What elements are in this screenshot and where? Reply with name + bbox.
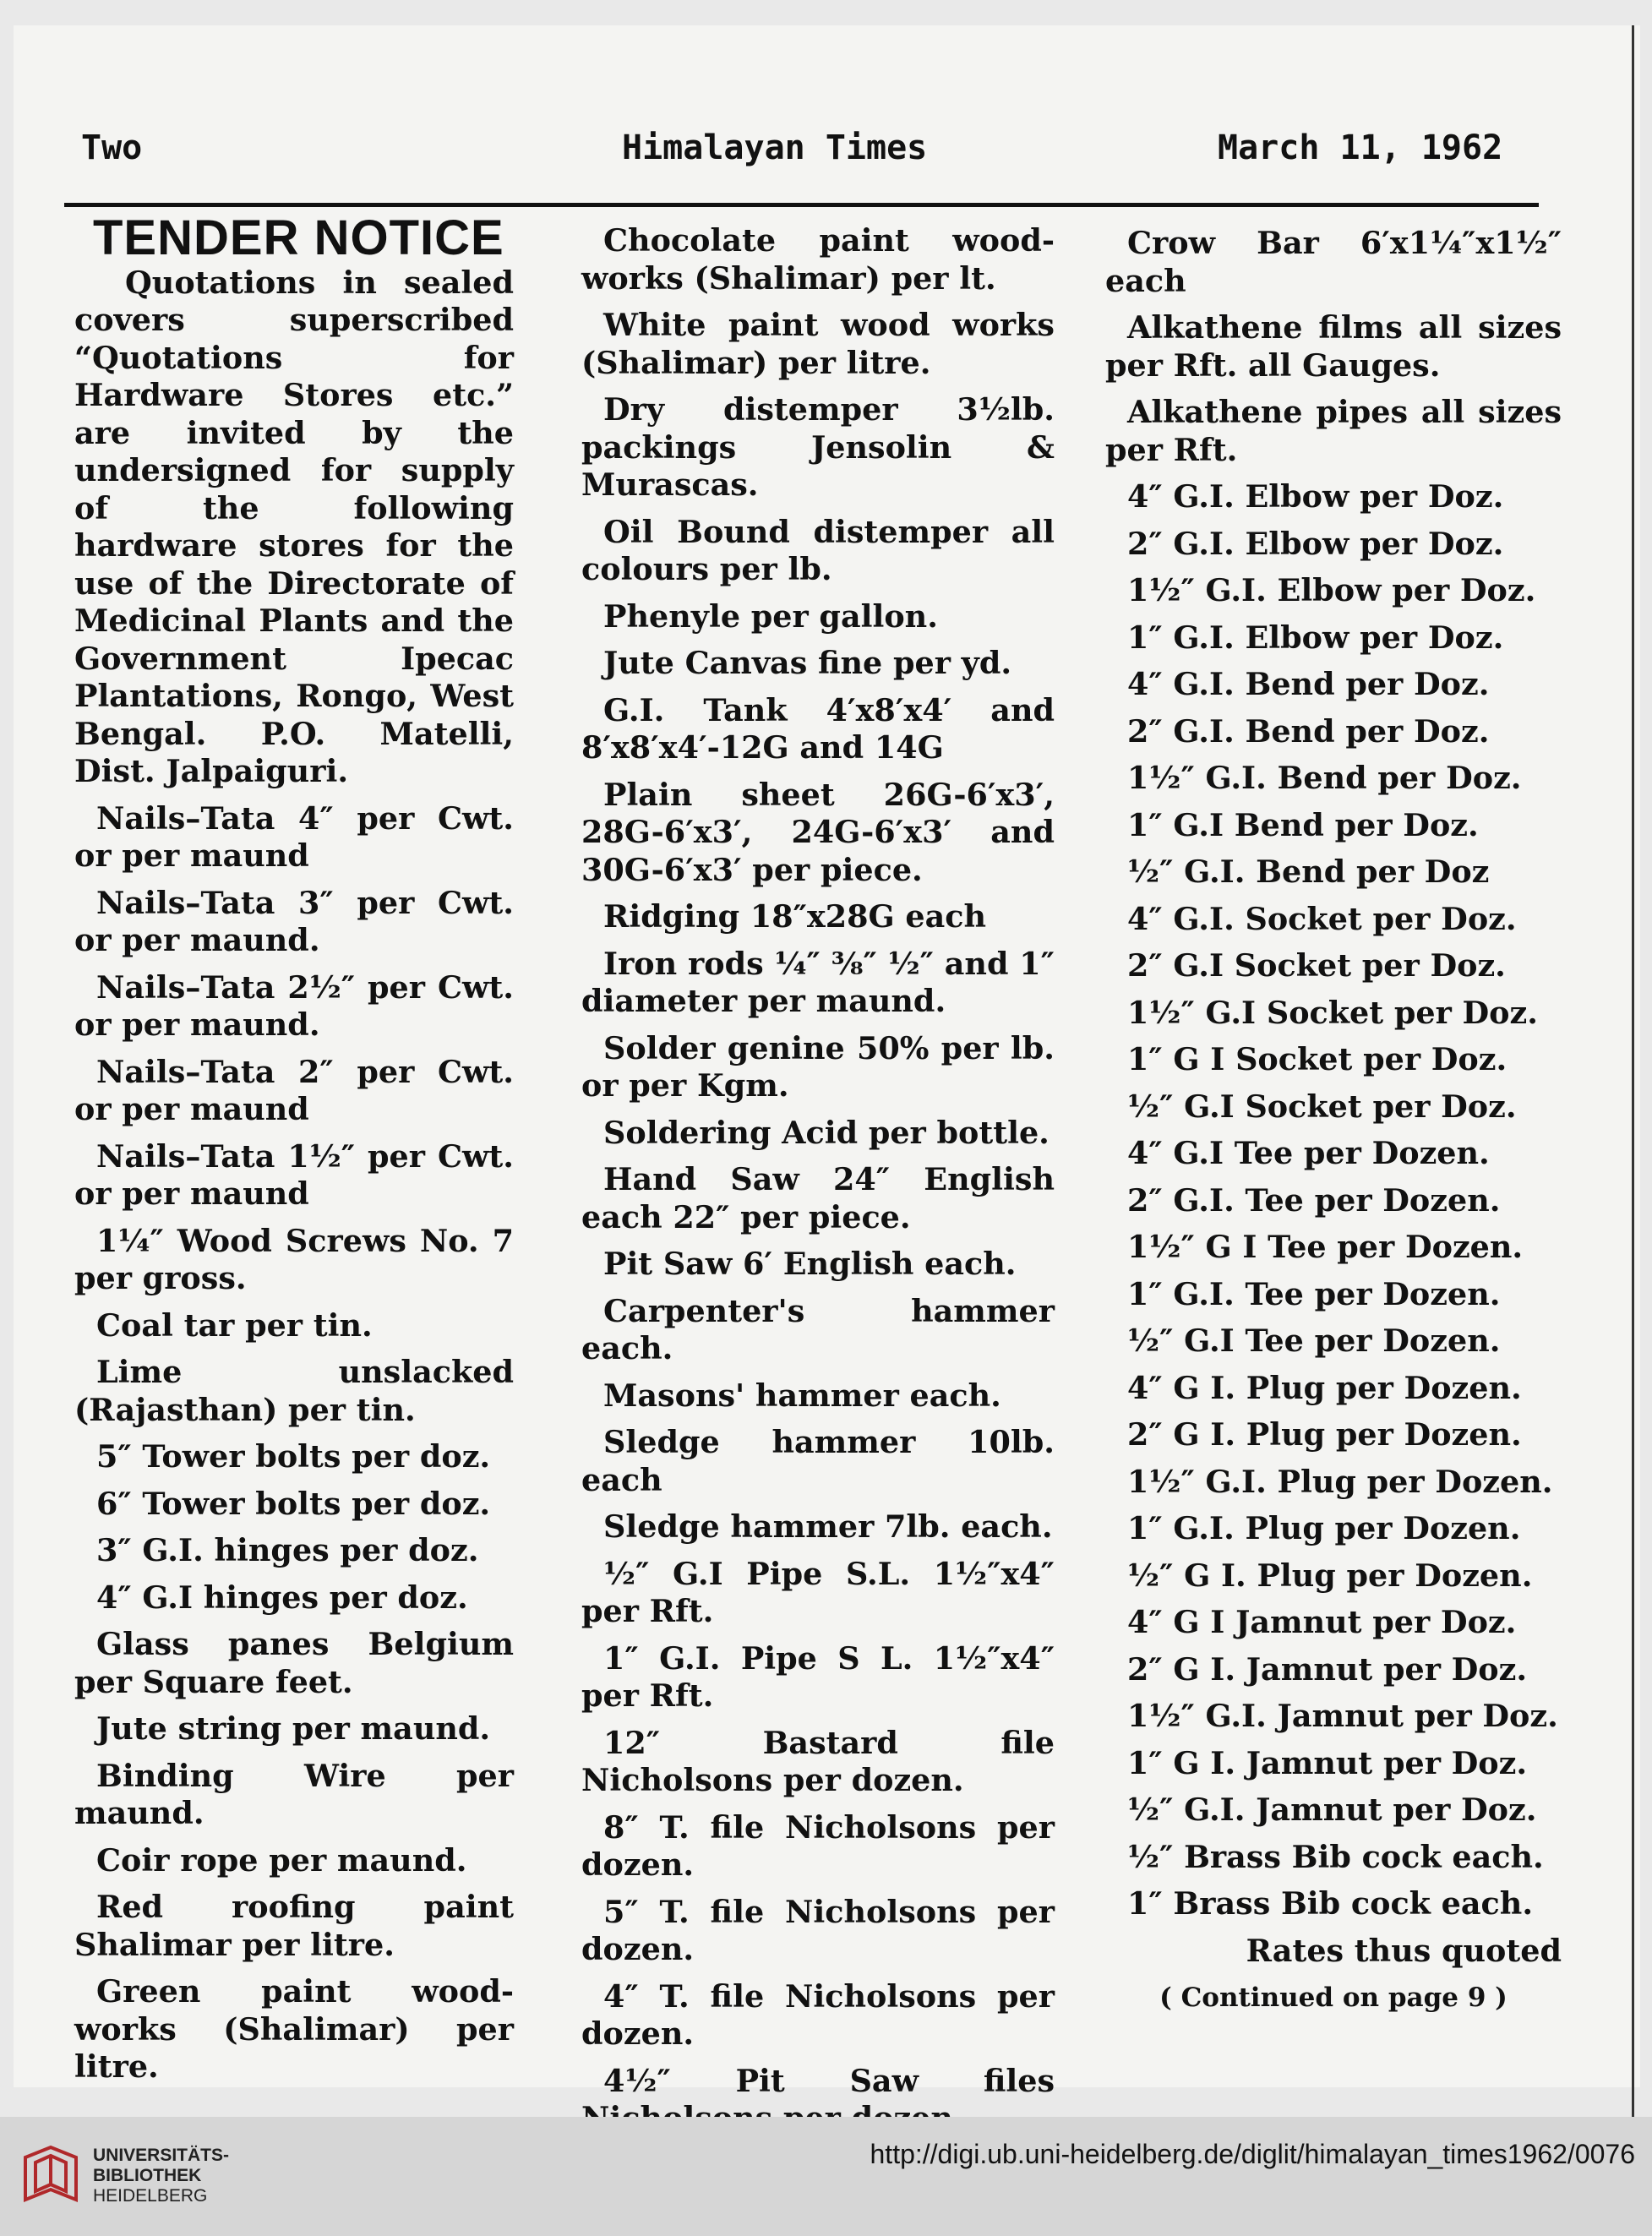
tender-item: Sledge hammer 10lb. each: [581, 1424, 1055, 1498]
tender-item: 1½″ G.I. Elbow per Doz.: [1127, 572, 1536, 608]
tender-item: 1″ Brass Bib cock each.: [1127, 1885, 1534, 1922]
tender-item: 1¼″ Wood Screws No. 7 per gross.: [74, 1222, 514, 1296]
tender-item: 1″ G.I. Pipe S L. 1½″x4″ per Rft.: [581, 1639, 1055, 1714]
tender-item: ½″ Brass Bib cock each.: [1127, 1838, 1544, 1875]
column-1: [74, 210, 514, 2096]
tender-item: 12″ Bastard file Nicholsons per dozen.: [581, 1724, 1055, 1798]
tender-item: ½″ G.I. Jamnut per Doz.: [1127, 1792, 1537, 1828]
notice-title: TENDER NOTICE: [93, 210, 504, 265]
tender-item: 1″ G.I Bend per Doz.: [1127, 806, 1479, 843]
tender-item: 4½″ Pit Saw files: [603, 2062, 1055, 2099]
tender-item: 2″ G.I. Tee per Dozen.: [1127, 1181, 1501, 1219]
tender-item: Dry distemper 3½lb. packings Jensolin & Murascas.: [581, 391, 1055, 503]
tender-item: 2″ G I. Plug per Dozen.: [1127, 1416, 1522, 1453]
tender-item: 1½″ G.I Socket per Doz.: [1127, 994, 1538, 1031]
tender-item: 4″ G.I. Socket per Doz.: [1127, 900, 1517, 937]
library-logo-icon: [17, 2141, 85, 2208]
tender-item: Nails–Tata 2″ per Cwt. or per maund: [74, 1053, 514, 1127]
tender-item: Jute string per maund.: [96, 1710, 491, 1747]
tender-item: 4″ G.I hinges per doz.: [96, 1579, 468, 1616]
tender-item: Coal tar per tin.: [96, 1306, 373, 1344]
item-list-1: [74, 800, 514, 2086]
newspaper-page: [14, 25, 1640, 2099]
tender-item: 1½″ G.I. Plug per Dozen.: [1127, 1463, 1553, 1500]
tender-item: 2″ G.I Socket per Doz.: [1127, 947, 1506, 984]
library-name-line2: BIBLIOTHEK: [93, 2166, 202, 2185]
tender-item: Nails–Tata 4″ per Cwt. or per maund: [74, 799, 514, 874]
tender-item: Crow Bar 6′x1¼″x1½″ each: [1105, 225, 1562, 299]
tender-item: 4″ G.I. Bend per Doz.: [1127, 666, 1490, 702]
tender-item: Glass panes Belgium per Square feet.: [74, 1626, 514, 1700]
tender-item: Pit Saw 6′ English each.: [603, 1246, 1017, 1282]
tender-item: Sledge hammer 7lb. each.: [603, 1508, 1053, 1545]
page-edge-line: [1632, 25, 1634, 2121]
tender-item: Phenyle per gallon.: [603, 597, 938, 635]
tender-item: Jute Canvas fine per yd.: [603, 645, 1012, 681]
tender-item: Iron rods ¼″ ⅜″ ½″ and 1″ diameter per maund.: [581, 945, 1055, 1019]
tender-item: Chocolate paint wood-works (Shalimar) per lt.: [581, 222, 1055, 297]
tender-item: 4″ G I. Plug per Dozen.: [1127, 1369, 1522, 1406]
tender-item: 1″ G.I. Elbow per Doz.: [1127, 619, 1504, 656]
tender-item: Binding Wire per maund.: [74, 1757, 514, 1831]
tender-item: ½″ G.I Tee per Dozen.: [1127, 1323, 1501, 1359]
item-list-3: [1105, 225, 1562, 1923]
tender-item: Plain sheet 26G-6′x3′, 28G-6′x3′, 24G-6′x3′ and 30G-6′x3′ per piece.: [581, 776, 1055, 888]
tender-item: ½″ G.I Pipe S.L. 1½″x4″ per Rft.: [581, 1555, 1055, 1629]
tender-item: Lime unslacked (Rajasthan) per tin.: [74, 1354, 514, 1428]
tender-item: Alkathene pipes all sizes per Rft.: [1105, 394, 1562, 468]
source-url-link[interactable]: http://digi.ub.uni-heidelberg.de/diglit/himalayan_times1962/0076: [870, 2139, 1635, 2169]
tender-item: 5″ T. file Nicholsons per dozen.: [581, 1893, 1055, 1967]
issue-date: March 11, 1962: [1218, 128, 1503, 167]
tender-item: 2″ G.I. Elbow per Doz.: [1127, 525, 1504, 562]
tender-item: Coir rope per maund.: [96, 1841, 467, 1879]
tender-item: 1½″ G.I. Jamnut per Doz.: [1127, 1698, 1558, 1734]
tender-item: 6″ Tower bolts per doz.: [96, 1485, 491, 1522]
library-name-line3: HEIDELBERG: [93, 2186, 208, 2206]
tender-item: Soldering Acid per bottle.: [603, 1114, 1050, 1151]
tender-item: 1″ G.I. Tee per Dozen.: [1127, 1275, 1501, 1312]
column-3: [1105, 225, 1562, 2026]
tender-item: 1″ G I. Jamnut per Doz.: [1127, 1744, 1528, 1781]
tender-item: 1″ G.I. Plug per Dozen.: [1127, 1510, 1521, 1546]
tender-item: Red roofing paint Shalimar per litre.: [74, 1889, 514, 1963]
column-2: [581, 222, 1055, 2147]
tender-item: 4″ G.I. Elbow per Doz.: [1127, 478, 1504, 515]
page-number: Two: [81, 128, 143, 167]
tender-item: 1½″ G I Tee per Dozen.: [1127, 1229, 1524, 1265]
continued-note: ( Continued on page 9 ): [1159, 1982, 1508, 2013]
masthead-title: Himalayan Times: [622, 128, 928, 167]
header-rule: [64, 203, 1539, 207]
rates-line: Rates thus quoted: [1246, 1932, 1562, 1969]
tender-item: Hand Saw 24″ English each 22″ per piece.: [581, 1161, 1055, 1235]
tender-item: 4″ T. file Nicholsons per dozen.: [581, 1977, 1055, 2052]
tender-item: Alkathene films all sizes per Rft. all Gauges.: [1105, 309, 1562, 384]
library-footer: [0, 2117, 1652, 2236]
tender-item: ½″ G.I Socket per Doz.: [1127, 1088, 1517, 1125]
tender-item: 1½″ G.I. Bend per Doz.: [1127, 760, 1522, 796]
tender-item: 4″ G I Jamnut per Doz.: [1127, 1604, 1517, 1640]
tender-item: Nails–Tata 3″ per Cwt. or per maund.: [74, 884, 514, 958]
tender-item: White paint wood works (Shalimar) per litre.: [581, 307, 1055, 381]
tender-item: 1″ G I Socket per Doz.: [1127, 1041, 1508, 1077]
tender-item: Nails–Tata 1½″ per Cwt. or per maund: [74, 1137, 514, 1212]
tender-item: Oil Bound distemper all colours per lb.: [581, 513, 1055, 587]
item-list-2: [581, 222, 1055, 2138]
tender-item: 3″ G.I. hinges per doz.: [96, 1532, 479, 1568]
tender-item: ½″ G.I. Bend per Doz: [1127, 853, 1490, 890]
tender-item: Ridging 18″x28G each: [603, 898, 987, 935]
tender-item: 8″ T. file Nicholsons per dozen.: [581, 1808, 1055, 1883]
tender-item: Masons' hammer each.: [603, 1377, 1001, 1414]
library-name: [93, 2146, 229, 2206]
tender-item: G.I. Tank 4′x8′x4′ and 8′x8′x4′-12G and 14G: [581, 691, 1055, 766]
tender-item: Solder genine 50% per lb. or per Kgm.: [581, 1029, 1055, 1104]
library-name-line1: UNIVERSITÄTS-: [93, 2146, 230, 2165]
tender-item: 5″ Tower bolts per doz.: [96, 1438, 491, 1475]
tender-item: Nails–Tata 2½″ per Cwt. or per maund.: [74, 968, 514, 1043]
tender-item: 4″ G.I Tee per Dozen.: [1127, 1135, 1490, 1171]
tender-item: Carpenter's hammer each.: [581, 1292, 1055, 1366]
notice-intro: Quotations in sealed covers superscribed “Quotations for Hardware Stores etc.” are invited by the undersigned for supply of the following hardware stores for the use of the Directorate of Medicinal Plants and the Government Ipecac Plantations, Rongo, West Bengal. P.O. Matelli, Dist. Jalpaiguri.: [74, 264, 514, 789]
tender-item: 2″ G I. Jamnut per Doz.: [1127, 1650, 1528, 1688]
tender-item: 2″ G.I. Bend per Doz.: [1127, 712, 1490, 750]
tender-item: ½″ G I. Plug per Dozen.: [1127, 1557, 1533, 1594]
tender-item: Green paint wood-works (Shalimar) per litre.: [74, 1973, 514, 2085]
